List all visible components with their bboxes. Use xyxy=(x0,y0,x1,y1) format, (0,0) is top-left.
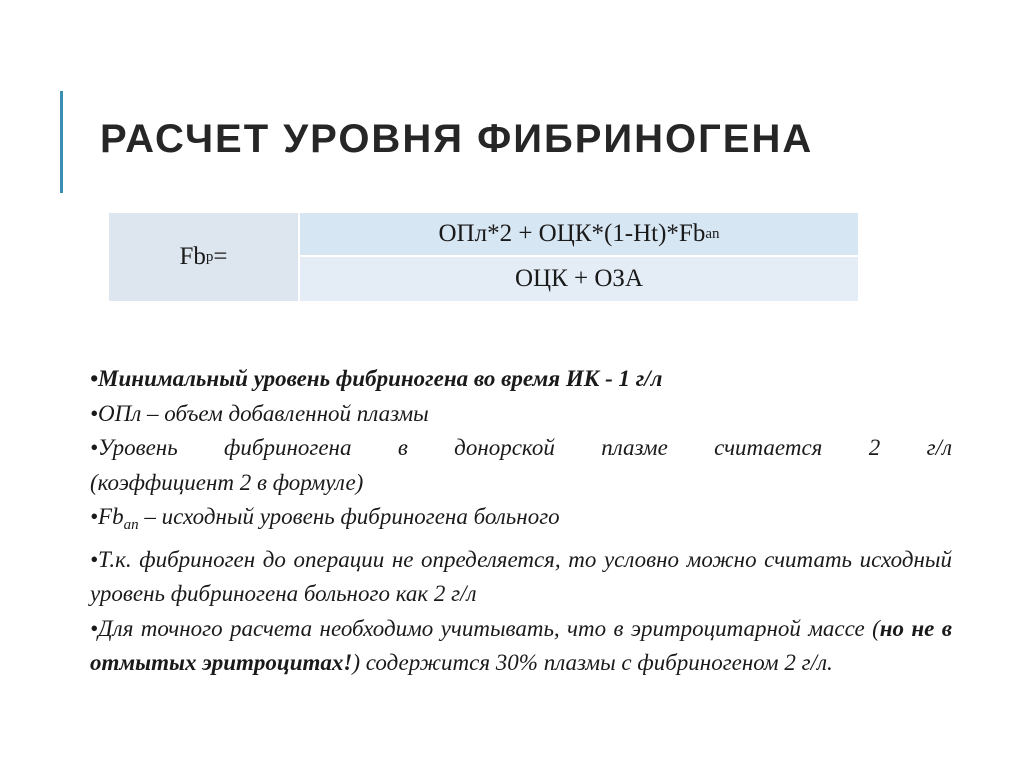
formula-table xyxy=(109,213,858,301)
formula-lhs-base: Fb xyxy=(179,243,206,270)
bullet-red-cell-part2: ) содержится 30% плазмы с фибриногеном 2 г/л. xyxy=(352,650,833,675)
title-accent-bar xyxy=(60,91,63,193)
bullet-fban-rest: – исходный уровень фибриногена больного xyxy=(138,504,560,529)
bullet-fban-subscript: an xyxy=(123,517,139,533)
bullet-donor-plasma-line1: •Уровень фибриногена в донорской плазме считается 2 г/л xyxy=(90,435,952,460)
formula-denominator: ОЦК + ОЗА xyxy=(300,257,858,301)
bullet-list xyxy=(90,362,952,681)
bullet-min-level-text: •Минимальный уровень фибриногена во время ИК - 1 г/л xyxy=(90,366,663,391)
formula-lhs-subscript: p xyxy=(205,248,214,265)
bullet-red-cell-mass xyxy=(90,612,952,681)
formula-lhs-equals: = xyxy=(213,243,228,270)
bullet-red-cell-part1: •Для точного расчета необходимо учитывать, что в эритроцитарной массе ( xyxy=(90,615,880,641)
bullet-min-level xyxy=(90,362,952,397)
bullet-donor-plasma-line2: (коэффициент 2 в формуле) xyxy=(90,469,364,495)
slide-title: РАСЧЕТ УРОВНЯ ФИБРИНОГЕНА xyxy=(100,117,814,161)
bullet-fban-prefix: •Fb xyxy=(90,504,124,529)
formula-numerator-main: ОПл*2 + ОЦК*(1-Ht)*Fb xyxy=(438,220,706,247)
formula-lhs xyxy=(109,213,300,301)
bullet-opl-definition: •ОПл – объем добавленной плазмы xyxy=(90,400,429,426)
bullet-red-cell-bold: но не в отмытых эритроцитах! xyxy=(90,615,952,675)
bullet-fban-definition xyxy=(90,500,952,543)
bullet-initial-level: •Т.к. фибриноген до операции не определяется, то условно можно считать исходный уровень фибриногена больного как 2 г/л xyxy=(90,546,952,606)
formula-numerator xyxy=(300,213,858,257)
formula-numerator-subscript: an xyxy=(705,225,720,242)
